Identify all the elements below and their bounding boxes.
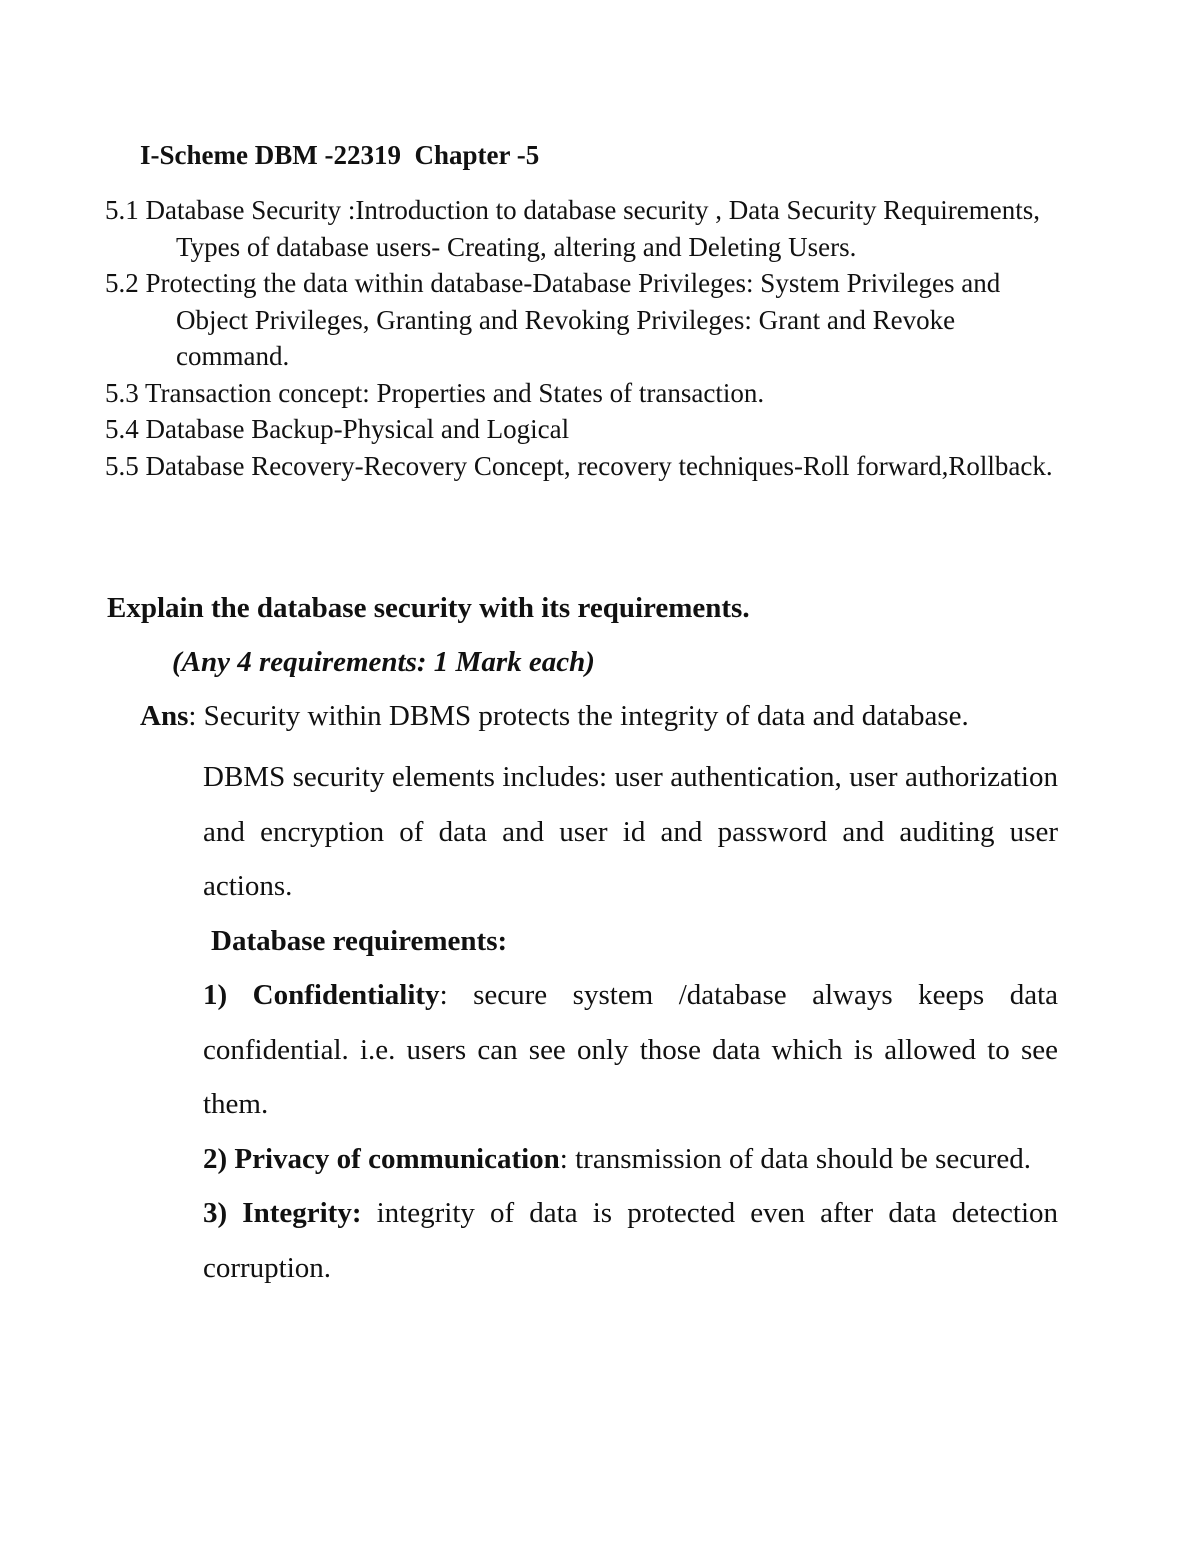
syllabus-item-text: Transaction concept: Properties and States of transaction.: [145, 377, 765, 408]
syllabus-item-number: 5.5: [105, 450, 139, 481]
question-heading: Explain the database security with its requirements.: [107, 592, 750, 624]
requirement-term: 1) Confidentiality: [203, 979, 440, 1011]
syllabus-item: [105, 192, 1065, 265]
syllabus-item-text: Database Backup-Physical and Logical: [145, 414, 570, 444]
syllabus-item-text: Database Security :Introduction to database security , Data Security Requirements, Types of database users- Creating, altering and Deleting Users.: [145, 195, 1040, 262]
requirement-item: [203, 1186, 1058, 1295]
syllabus-item-number: 5.2: [105, 268, 139, 298]
answer-label: Ans: [140, 700, 189, 732]
requirement-separator: :: [559, 1142, 576, 1175]
requirement-separator: [361, 1197, 376, 1229]
syllabus-item-text: Database Recovery-Recovery Concept, recovery techniques-Roll forward,Rollback.: [145, 450, 1053, 481]
requirements-heading: Database requirements:: [211, 924, 508, 957]
requirement-term: 3) Integrity:: [203, 1197, 362, 1229]
answer-body: [203, 750, 1058, 1295]
requirement-separator: :: [439, 979, 474, 1011]
syllabus-item-number: 5.4: [105, 414, 139, 444]
syllabus-item-text: Protecting the data within database-Database Privileges: System Privileges and Object Privileges, Granting and Revoking Privileges: Grant and Revoke command.: [145, 268, 1001, 371]
syllabus-item: [105, 375, 1065, 412]
requirement-item: [203, 968, 1058, 1132]
syllabus-item-number: 5.1: [105, 195, 139, 225]
answer-intro: [140, 700, 969, 733]
syllabus-item: [105, 265, 1065, 375]
syllabus-item: [105, 448, 1065, 485]
requirement-item: [203, 1132, 1058, 1187]
page-title: I-Scheme DBM -22319 Chapter -5: [140, 140, 540, 170]
syllabus-item-number: 5.3: [105, 377, 139, 408]
requirement-text: integrity of data is protected even after data detection corruption.: [203, 1197, 1059, 1284]
requirement-text: transmission of data should be secured.: [575, 1142, 1031, 1175]
syllabus-item: [105, 411, 1065, 448]
requirement-term: 2) Privacy of communication: [203, 1142, 560, 1175]
syllabus-list: [105, 192, 1065, 484]
answer-intro-text: : Security within DBMS protects the integrity of data and database.: [188, 700, 969, 732]
requirement-text: secure system /database always keeps data confidential. i.e. users can see only those data which is allowed to see them.: [203, 979, 1058, 1120]
security-elements-paragraph: DBMS security elements includes: user authentication, user authorization and encryption of data and user id and password and auditing user actions.: [203, 761, 1058, 902]
marks-note: (Any 4 requirements: 1 Mark each): [172, 646, 595, 678]
